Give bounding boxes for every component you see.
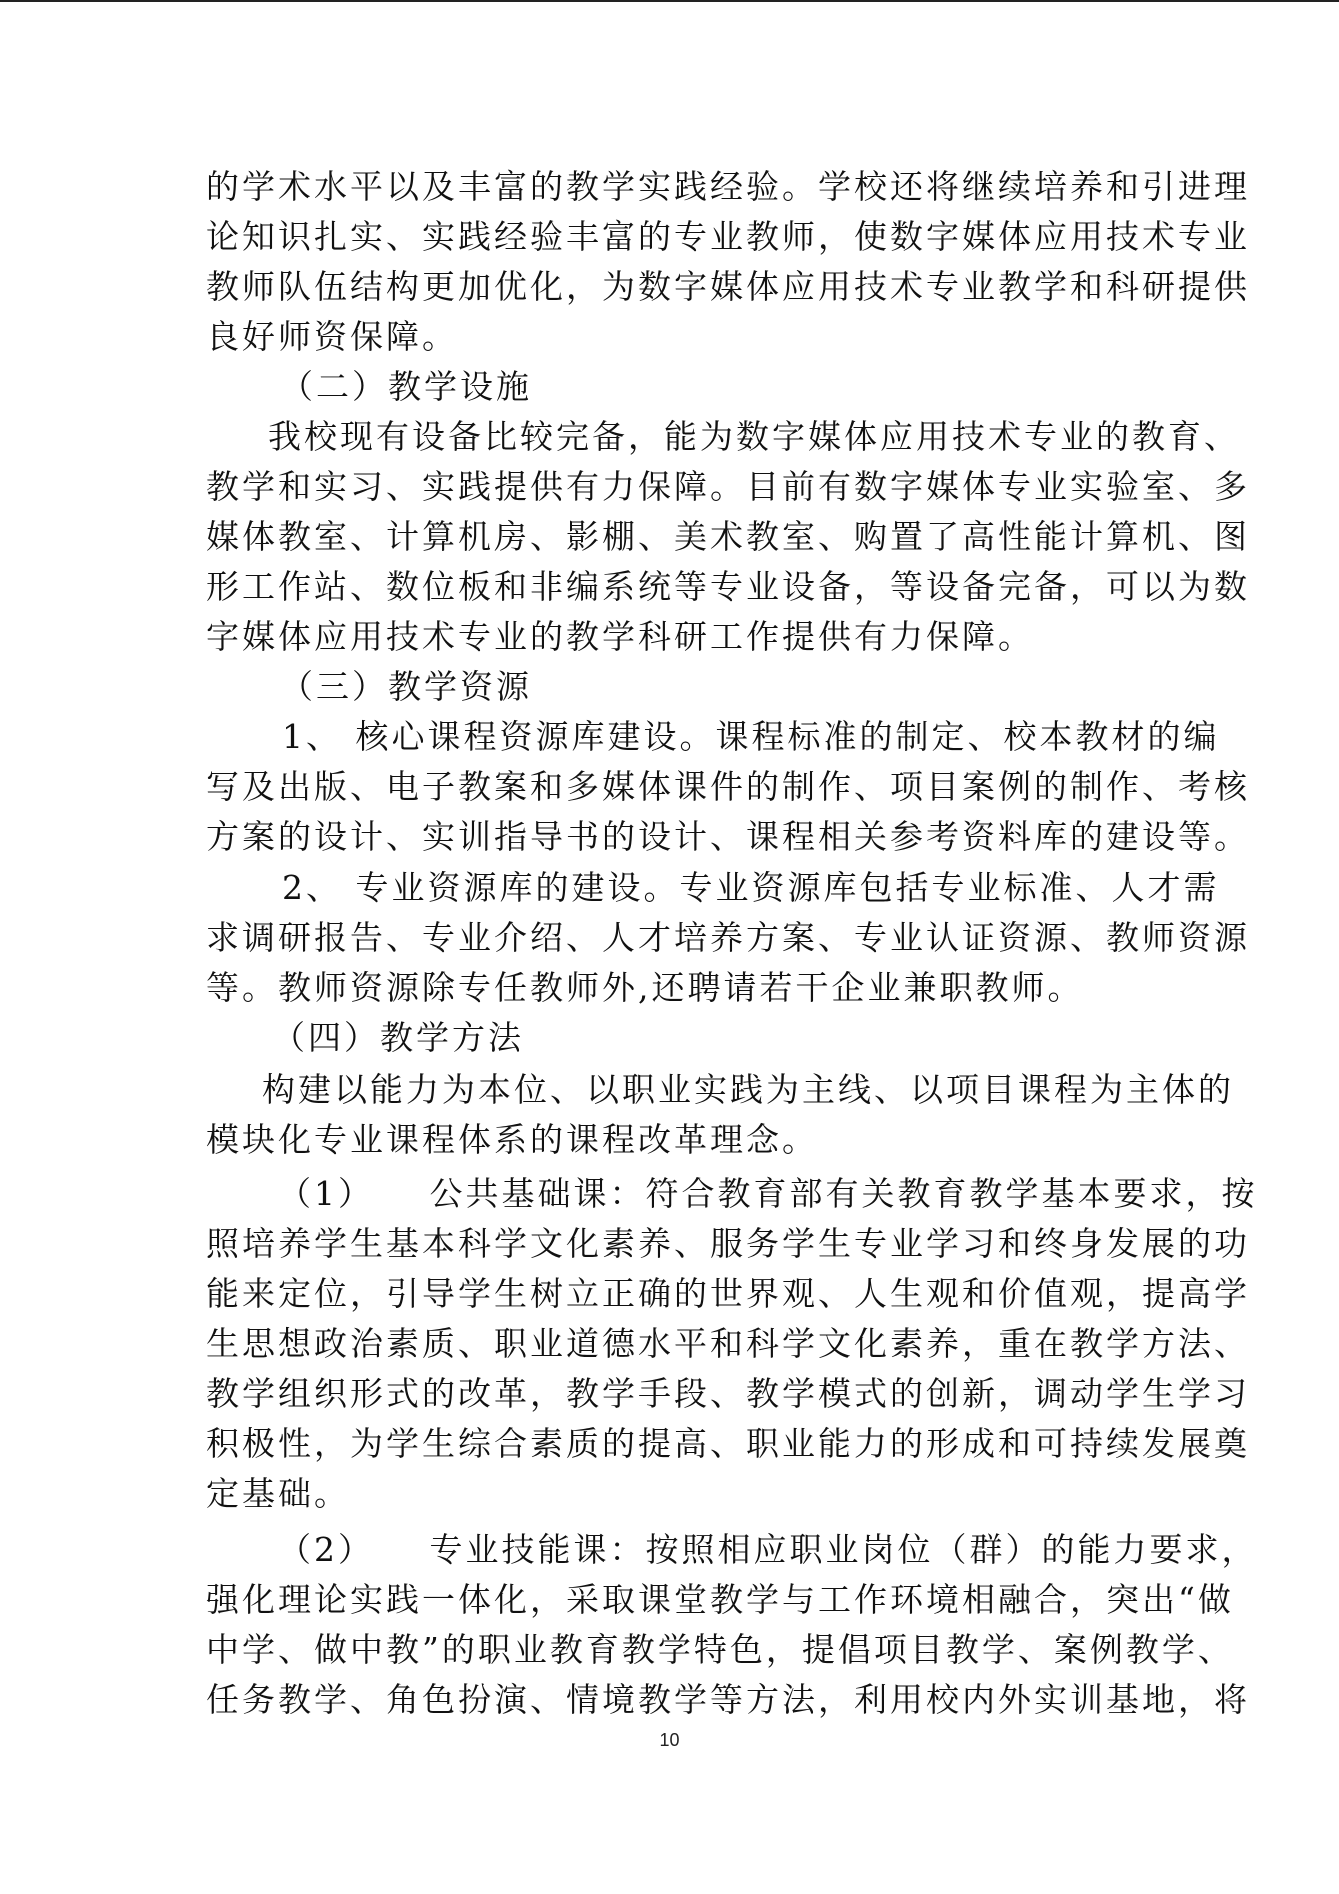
section-heading: （四）教学方法	[272, 1018, 524, 1057]
text-line: 等。教师资源除专任教师外,还聘请若干企业兼职教师。	[206, 968, 1084, 1007]
text-line: 教学和实习、实践提供有力保障。目前有数字媒体专业实验室、多	[206, 467, 1250, 506]
section-heading: （二）教学设施	[280, 367, 532, 406]
text-line: 能来定位，引导学生树立正确的世界观、人生观和价值观，提高学	[206, 1274, 1250, 1313]
text-line: 教师队伍结构更加优化，为数字媒体应用技术专业教学和科研提供	[206, 267, 1250, 306]
text-line: 求调研报告、专业介绍、人才培养方案、专业认证资源、教师资源	[206, 918, 1250, 957]
text-line: 任务教学、角色扮演、情境教学等方法，利用校内外实训基地，将	[206, 1680, 1250, 1719]
text-line: 方案的设计、实训指导书的设计、课程相关参考资料库的建设等。	[206, 817, 1250, 856]
text-line: 积极性，为学生综合素质的提高、职业能力的形成和可持续发展奠	[206, 1424, 1250, 1463]
text-line: 强化理论实践一体化，采取课堂教学与工作环境相融合，突出“做	[206, 1580, 1234, 1619]
text-line: （1） 公共基础课：符合教育部有关教育教学基本要求，按	[278, 1174, 1258, 1213]
text-line: 构建以能力为本位、以职业实践为主线、以项目课程为主体的	[262, 1070, 1234, 1109]
section-heading: （三）教学资源	[280, 667, 532, 706]
text-line: 良好师资保障。	[206, 317, 458, 356]
text-line: 形工作站、数位板和非编系统等专业设备，等设备完备，可以为数	[206, 567, 1250, 606]
text-line: 1、 核心课程资源库建设。课程标准的制定、校本教材的编	[282, 717, 1220, 756]
text-line: 论知识扎实、实践经验丰富的专业教师，使数字媒体应用技术专业	[206, 217, 1250, 256]
text-line: 字媒体应用技术专业的教学科研工作提供有力保障。	[206, 617, 1034, 656]
text-line: 模块化专业课程体系的课程改革理念。	[206, 1120, 818, 1159]
page-number: 10	[659, 1730, 680, 1750]
text-line: 照培养学生基本科学文化素养、服务学生专业学习和终身发展的功	[206, 1224, 1250, 1263]
text-line: 媒体教室、计算机房、影棚、美术教室、购置了高性能计算机、图	[206, 517, 1250, 556]
text-line: 写及出版、电子教案和多媒体课件的制作、项目案例的制作、考核	[206, 767, 1250, 806]
text-line: 中学、做中教”的职业教育教学特色，提倡项目教学、案例教学、	[206, 1630, 1234, 1669]
text-line: 生思想政治素质、职业道德水平和科学文化素养，重在教学方法、	[206, 1324, 1250, 1363]
text-line: 2、 专业资源库的建设。专业资源库包括专业标准、人才需	[282, 868, 1220, 907]
text-line: 的学术水平以及丰富的教学实践经验。学校还将继续培养和引进理	[206, 167, 1250, 206]
text-line: 我校现有设备比较完备，能为数字媒体应用技术专业的教育、	[268, 417, 1240, 456]
text-line: 教学组织形式的改革，教学手段、教学模式的创新，调动学生学习	[206, 1374, 1250, 1413]
text-line: 定基础。	[206, 1474, 350, 1513]
text-line: （2） 专业技能课：按照相应职业岗位（群）的能力要求，	[278, 1530, 1258, 1569]
